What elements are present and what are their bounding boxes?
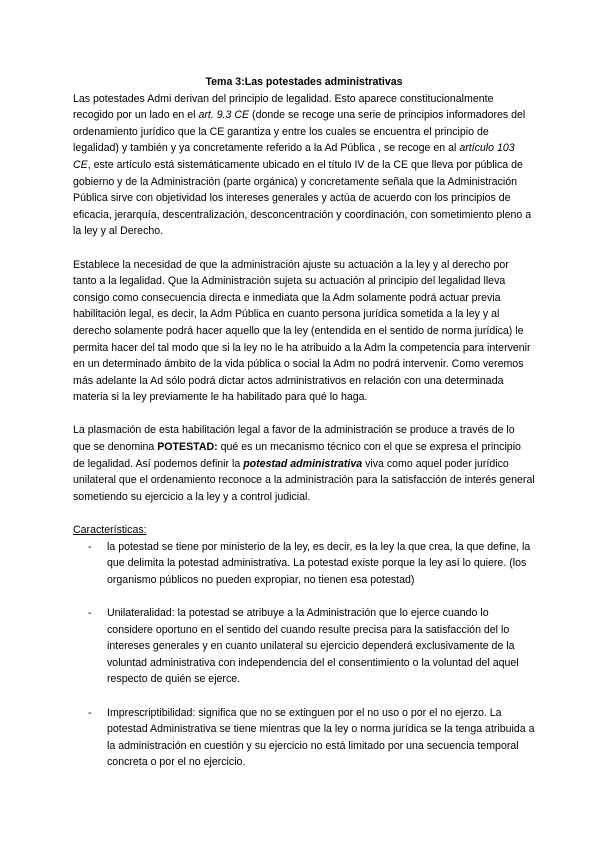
- paragraph-text: La plasmación de esta habilitación legal a favor de la administración se produce a través de lo que se denomina: [73, 424, 515, 454]
- paragraph-principio-legalidad: [73, 91, 535, 240]
- paragraph-text: (donde se recoge una serie de principios informadores del ordenamiento jurídico que la CE garantiza y entre los cuales se encuentra el principio de legalidad) y también y ya concretamente referido a la Ad Pública , se recoge en al: [73, 109, 526, 155]
- list-item: [73, 539, 535, 589]
- term-potestad-administrativa: potestad administrativa: [243, 457, 363, 470]
- bullet-dash: -: [88, 540, 92, 553]
- bullet-dash: -: [88, 607, 92, 619]
- page-title: Tema 3:Las potestades administrativas: [205, 76, 403, 88]
- paragraph-potestad: [73, 422, 535, 505]
- article-reference-9-3: art. 9.3 CE: [198, 109, 250, 122]
- list-item: [73, 705, 535, 771]
- list-item-text: Unilateralidad: la potestad se atribuye a la Administración que lo ejerce cuando lo considere oportuno en el sentido del cuando resulte precisa para la satisfacción del lo intereses generales y en cuanto unilateral su ejercicio dependerá exclusivamente de la voluntad administrativa con independencia del el consentimiento o la voluntad del aquel respecto de quién se ejerce.: [107, 607, 519, 686]
- features-heading: Características:: [73, 524, 147, 537]
- list-item-text: la potestad se tiene por ministerio de la ley, es decir, es la ley la que crea, la que define, la que delimita la potestad administrativa. La potestad existe porque la ley así lo quiere. (los organismo públicos no pueden expropiar, no tienen esa potestad): [107, 540, 531, 586]
- list-item: [73, 605, 535, 688]
- list-item-text: Imprescriptibilidad: significa que no se extinguen por el no uso o por el no ejerzo. La potestad Administrativa se tiene mientras que la ley o norma jurídica se la tenga atribuida a la administración en cuestión y su ejercicio no está limitado por una secuencia temporal concreta o por el no ejercicio.: [107, 706, 535, 769]
- bullet-dash: -: [88, 706, 92, 719]
- paragraph-habilitacion-legal: Establece la necesidad de que la administración ajuste su actuación a la ley y al derecho por tanto a la legalidad. Que la Administración sujeta su actuación al principio del legalidad lleva consigo como consecuencia directa e inmediata que la Adm solamente podrá actuar previa habilitación legal, es decir, la Adm Pública en cuanto persona jurídica sometida a la ley y al derecho solamente podrá hacer aquello que la ley (entendida en el sentido de norma jurídica) le permita hacer del tal modo que si la ley no le ha atribuido a la Adm la competencia para intervenir en un determinado ámbito de la vida pública o social la Adm no podrá intervenir. Como veremos más adelante la Ad sólo podrá dictar actos administrativos en relación con una determinada materia si la ley previamente le ha habilitado para qué lo haga.: [73, 258, 531, 404]
- paragraph-text: , este artículo está sistemáticamente ubicado en el título IV de la CE que lleva por pública de gobierno y de la Administración (parte orgánica) y concretamente señala que la Administración Pública sirve con objetividad los intereses generales y actúa de acuerdo con los principios de eficacia, jerarquía, descentralización, desconcentración y coordinación, con sometimiento pleno a la ley y al Derecho.: [73, 158, 532, 238]
- features-list: [73, 539, 535, 771]
- article-reference-103: artículo 103 CE: [73, 142, 515, 171]
- paragraph-text: qué es un mecanismo técnico con el que se expresa el principio de legalidad. Así podemos definir la: [73, 441, 521, 470]
- term-potestad: POTESTAD:: [157, 441, 218, 454]
- document-body: [73, 74, 535, 788]
- paragraph-text: viva como aquel poder jurídico unilateral que el ordenamiento reconoce a la administración para la satisfacción de interés general sometiendo su ejercicio a la ley y a control judicial.: [73, 457, 535, 503]
- paragraph-text: Las potestades Admi derivan del principio de legalidad. Esto aparece constitucionalmente recogido por un lado en el: [73, 92, 494, 122]
